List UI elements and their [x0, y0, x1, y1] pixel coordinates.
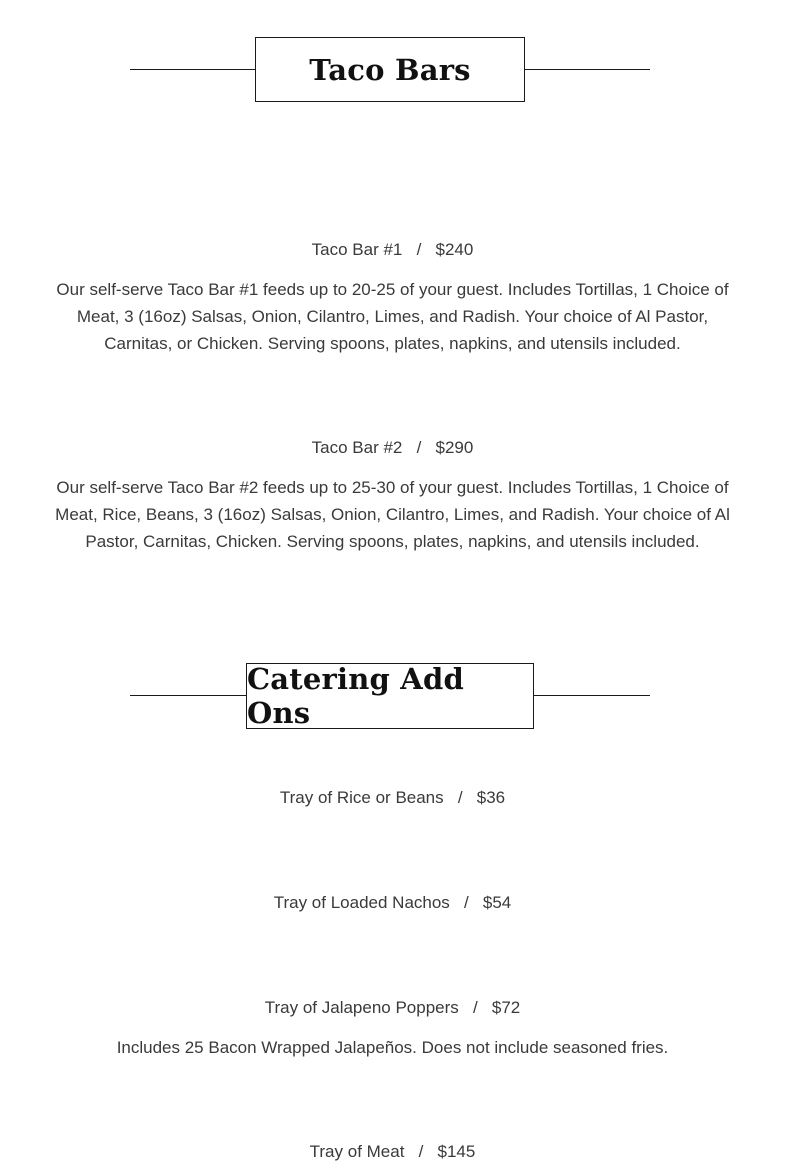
item-price: $145: [437, 1142, 476, 1161]
separator: /: [416, 240, 422, 259]
item-name: Tray of Meat: [309, 1142, 405, 1161]
item-name: Tray of Loaded Nachos: [273, 893, 450, 912]
item-price: $54: [482, 893, 512, 912]
item-price: $36: [476, 788, 506, 807]
separator: /: [418, 1142, 424, 1161]
section-header-taco-bars: [130, 37, 650, 103]
menu-item-title: [0, 893, 785, 913]
item-name: Taco Bar #2: [311, 438, 403, 457]
separator: /: [457, 788, 463, 807]
item-name: Tray of Rice or Beans: [279, 788, 444, 807]
menu-item-description: Includes 25 Bacon Wrapped Jalapeños. Does not include seasoned fries.: [116, 1038, 669, 1057]
menu-item-title: [0, 998, 785, 1018]
separator: /: [472, 998, 478, 1017]
menu-item-title: [0, 240, 785, 260]
menu-item-description: Our self-serve Taco Bar #2 feeds up to 25-30 of your guest. Includes Tortillas, 1 Choice of Meat, Rice, Beans, 3 (16oz) Salsas, Onion, Cilantro, Limes, and Radish. Your choice of Al Pastor, Carnitas, Chicken. Serving spoons, plates, napkins, and utensils included.: [55, 478, 730, 551]
menu-item-title: [0, 1142, 785, 1162]
menu-item-title: [0, 788, 785, 808]
separator: /: [463, 893, 469, 912]
item-name: Tray of Jalapeno Poppers: [264, 998, 459, 1017]
item-price: $72: [491, 998, 521, 1017]
item-name: Taco Bar #1: [311, 240, 403, 259]
menu-item-description: Our self-serve Taco Bar #1 feeds up to 20-25 of your guest. Includes Tortillas, 1 Choice of Meat, 3 (16oz) Salsas, Onion, Cilantro, Limes, and Radish. Your choice of Al Pastor, Carnitas, or Chicken. Serving spoons, plates, napkins, and utensils included.: [56, 280, 729, 353]
item-price: $290: [435, 438, 474, 457]
section-header-catering-add-ons: [130, 663, 650, 729]
section-title: Catering Add Ons: [246, 663, 534, 729]
separator: /: [416, 438, 422, 457]
section-title: Taco Bars: [255, 37, 525, 102]
item-price: $240: [435, 240, 474, 259]
menu-item-title: [0, 438, 785, 458]
